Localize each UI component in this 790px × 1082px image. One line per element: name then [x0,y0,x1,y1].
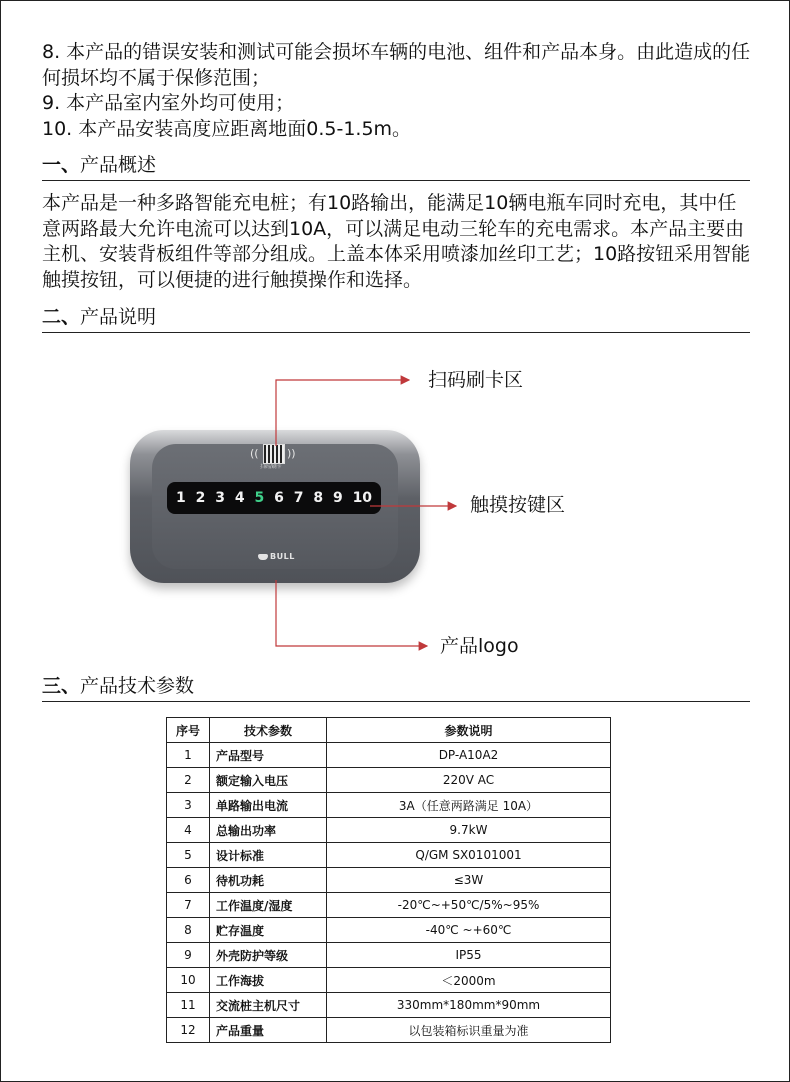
key-9: 9 [332,490,343,506]
row-index: 4 [167,818,210,843]
table-row [167,943,611,968]
table-row [167,743,611,768]
row-value: Q/GM SX0101001 [327,843,611,868]
key-8: 8 [313,490,324,506]
key-7: 7 [293,490,304,506]
row-index: 6 [167,868,210,893]
key-4: 4 [234,490,245,506]
table-row [167,968,611,993]
header-description: 参数说明 [327,718,611,743]
section-specs-heading [42,673,750,702]
logo-callout-line [276,580,427,646]
row-parameter: 待机功耗 [210,868,327,893]
table-body [167,743,611,1043]
section-title: 产品说明 [80,306,157,328]
section-number: 三、 [42,675,81,697]
table-row [167,893,611,918]
row-parameter: 单路输出电流 [210,793,327,818]
nfc-right-icon: )) [287,447,296,460]
row-parameter: 交流桩主机尺寸 [210,993,327,1018]
table-header-row [167,718,611,743]
row-value: 9.7kW [327,818,611,843]
section-number: 一、 [42,154,81,176]
note-9: 9. 本产品室内室外均可使用； [42,92,295,114]
row-parameter: 总输出功率 [210,818,327,843]
row-index: 8 [167,918,210,943]
spec-table [166,717,611,1043]
row-value: IP55 [327,943,611,968]
row-value: -40℃ ~+60℃ [327,918,611,943]
row-value: DP-A10A2 [327,743,611,768]
row-parameter: 工作温度/湿度 [210,893,327,918]
table-row [167,868,611,893]
row-index: 9 [167,943,210,968]
row-parameter: 额定输入电压 [210,768,327,793]
key-6: 6 [274,490,284,506]
scan-area-label: 扫码刷卡区 [428,369,524,391]
key-1: 1 [175,490,186,506]
logo-text: BULL [270,552,295,561]
nfc-left-icon: (( [250,447,259,460]
row-parameter: 外壳防护等级 [210,943,327,968]
key-5: 5 [254,490,265,506]
row-parameter: 工作海拔 [210,968,327,993]
row-index: 5 [167,843,210,868]
row-value: 以包装箱标识重量为准 [327,1018,611,1043]
row-index: 11 [167,993,210,1018]
row-parameter: 产品重量 [210,1018,327,1043]
row-index: 10 [167,968,210,993]
note-10: 10. 本产品安装高度应距离地面0.5-1.5m。 [42,117,412,140]
table-row [167,818,611,843]
section-title: 产品技术参数 [80,675,195,697]
section-title: 产品概述 [80,154,157,176]
table-row [167,1018,611,1043]
row-value: ≤3W [327,868,611,893]
row-parameter: 贮存温度 [210,918,327,943]
qr-caption: 扫码/刷卡 [260,464,282,470]
table-row [167,793,611,818]
logo-label: 产品logo [440,635,519,657]
row-index: 7 [167,893,210,918]
row-value: ＜2000m [327,968,611,993]
row-index: 1 [167,743,210,768]
overview-paragraph: 本产品是一种多路智能充电桩；有10路输出，能满足10辆电瓶车同时充电，其中任意两路最大允许电流可以达到10A，可以满足电动三轮车的充电需求。本产品主要由主机、安装背板组件等部分组成。上盖本体采用喷漆加丝印工艺；10路按钮采用智能触摸按钮，可以便捷的进行触摸操作和选择。 [42,192,751,291]
row-index: 2 [167,768,210,793]
row-index: 12 [167,1018,210,1043]
touch-area-label: 触摸按键区 [470,494,566,516]
row-index: 3 [167,793,210,818]
row-value: 220V AC [327,768,611,793]
table-row [167,843,611,868]
note-8: 8. 本产品的错误安装和测试可能会损坏车辆的电池、组件和产品本身。由此造成的任何损坏均不属于保修范围； [42,41,751,89]
key-2: 2 [195,490,206,506]
row-value: -20℃~+50℃/5%~95% [327,893,611,918]
row-parameter: 设计标准 [210,843,327,868]
row-value: 3A（任意两路满足 10A） [327,793,611,818]
row-parameter: 产品型号 [210,743,327,768]
scan-callout-line [276,380,409,446]
key-10: 10 [352,490,373,506]
row-value: 330mm*180mm*90mm [327,993,611,1018]
table-row [167,768,611,793]
header-index: 序号 [167,718,210,743]
key-3: 3 [215,490,225,506]
section-number: 二、 [42,306,81,328]
header-parameter: 技术参数 [210,718,327,743]
table-row [167,993,611,1018]
table-row [167,918,611,943]
